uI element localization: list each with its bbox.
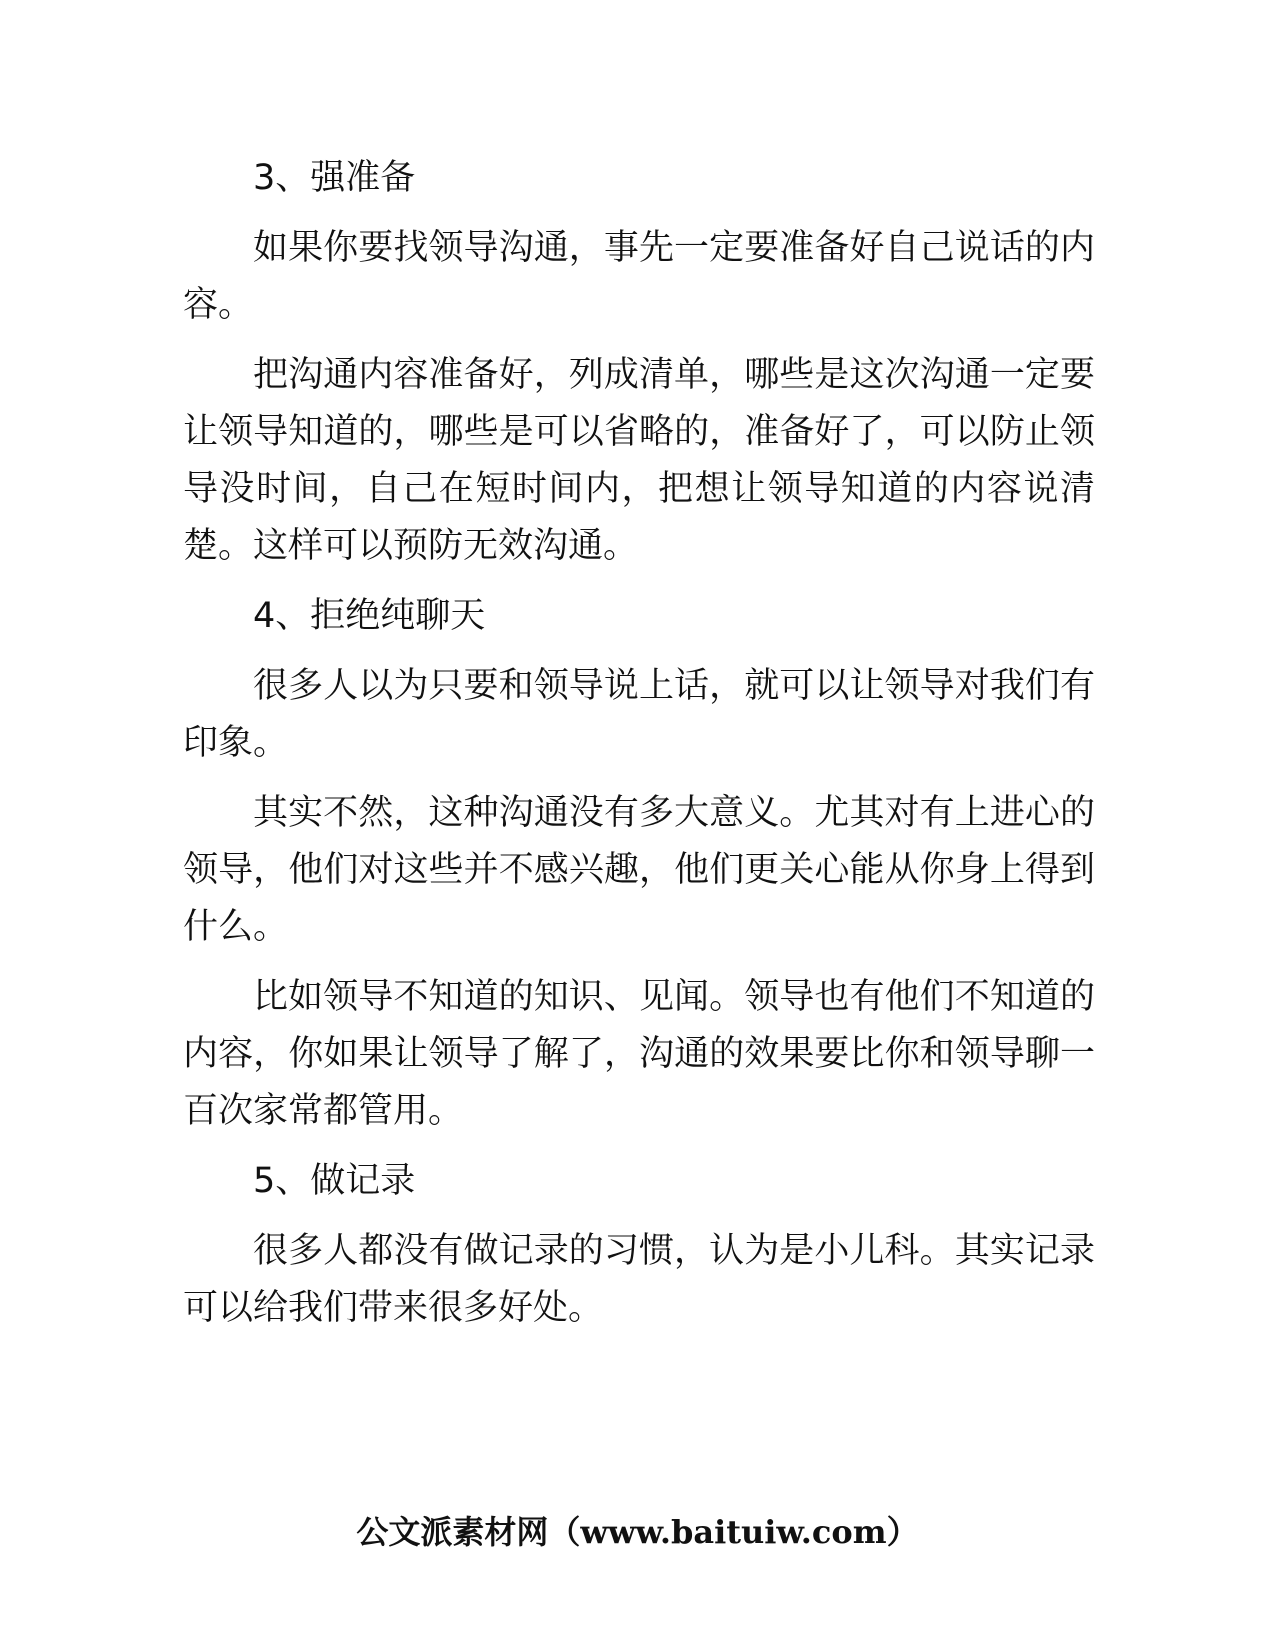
document-body — [183, 150, 1095, 1350]
paragraph: 很多人以为只要和领导说上话，就可以让领导对我们有印象。 — [183, 666, 1095, 763]
paragraph: 如果你要找领导沟通，事先一定要准备好自己说话的内容。 — [183, 228, 1095, 325]
paragraph: 把沟通内容准备好，列成清单，哪些是这次沟通一定要让领导知道的，哪些是可以省略的，准备好了，可以防止领导没时间，自己在短时间内，把想让领导知道的内容说清楚。这样可以预防无效沟通。 — [183, 355, 1095, 566]
paragraph: 很多人都没有做记录的习惯，认为是小儿科。其实记录可以给我们带来很多好处。 — [183, 1231, 1095, 1328]
section-heading-5: 5、做记录 — [253, 1161, 416, 1201]
footer-source: 公文派素材网（www.baituiw.com） — [356, 1513, 919, 1551]
paragraph: 比如领导不知道的知识、见闻。领导也有他们不知道的内容，你如果让领导了解了，沟通的效果要比你和领导聊一百次家常都管用。 — [183, 977, 1095, 1131]
section-heading-3: 3、强准备 — [253, 158, 416, 198]
section-heading-4: 4、拒绝纯聊天 — [253, 596, 486, 636]
paragraph: 其实不然，这种沟通没有多大意义。尤其对有上进心的领导，他们对这些并不感兴趣，他们更关心能从你身上得到什么。 — [183, 793, 1095, 947]
